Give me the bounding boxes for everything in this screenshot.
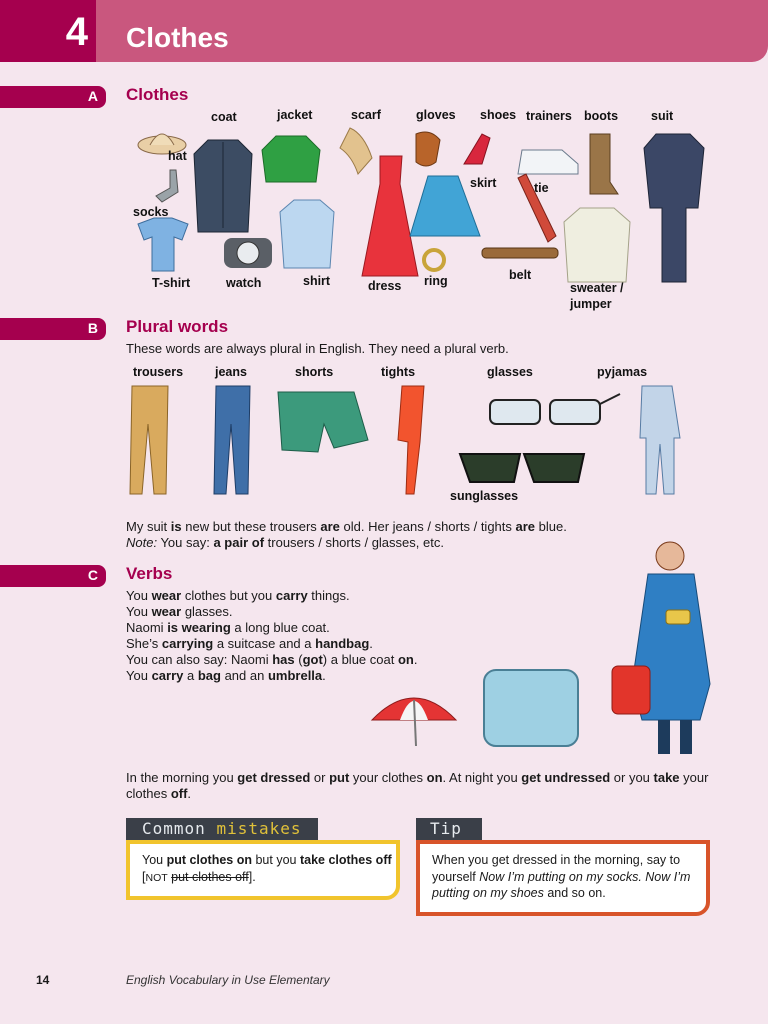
label-tights: tights (381, 365, 416, 379)
belt-icon (482, 248, 558, 258)
verbs-line-5: You can also say: Naomi has (got) a blue coat on. (126, 652, 418, 667)
label-scarf: scarf (351, 108, 381, 122)
dressing-paragraph-line-1: In the morning you get dressed or put your clothes on. At night you get undressed or you take your (126, 770, 709, 785)
tip-line-1: When you get dressed in the morning, say to (432, 853, 681, 867)
section-tab-b (0, 318, 106, 340)
label-boots: boots (584, 109, 619, 123)
plural-example-line: My suit is new but these trousers are old. Her jeans / shorts / tights are blue. (126, 519, 567, 534)
label-socks: socks (133, 205, 169, 219)
watch-icon (224, 238, 272, 268)
common-mistakes-box (126, 840, 400, 900)
label-jacket: jacket (277, 108, 313, 122)
tip-box (416, 840, 710, 916)
label-ring: ring (424, 274, 448, 288)
common-mistakes-text (142, 852, 392, 886)
label-dress: dress (368, 279, 402, 293)
unit-header-bar (0, 0, 768, 62)
scarf-icon (340, 128, 372, 174)
label-shoes: shoes (480, 108, 517, 122)
suitcase-icon (484, 670, 578, 746)
label-pyjamas: pyjamas (597, 365, 648, 379)
shorts-icon (278, 392, 368, 452)
tshirt-icon (138, 218, 188, 271)
tights-icon (398, 386, 424, 494)
plural-illustrations (126, 380, 686, 500)
suit-icon (644, 134, 704, 282)
page-title: Clothes (126, 22, 229, 53)
unit-number: 4 (65, 10, 88, 54)
verbs-line-4: She’s carrying a suitcase and a handbag. (126, 636, 373, 651)
jacket-icon (262, 136, 320, 182)
tip-title: Tip (430, 819, 462, 838)
socks-icon (156, 170, 178, 202)
label-jeans: jeans (215, 365, 247, 379)
label-watch: watch (226, 276, 262, 290)
label-sweater: sweater / (570, 281, 624, 295)
trousers-icon (130, 386, 168, 494)
verbs-line-6: You carry a bag and an umbrella. (126, 668, 326, 683)
label-sunglasses: sunglasses (450, 489, 519, 503)
common-mistakes-tab (126, 818, 318, 840)
section-tab-a (0, 86, 106, 108)
naomi-figure (632, 542, 710, 754)
gloves-icon (416, 132, 440, 166)
label-skirt: skirt (470, 176, 497, 190)
dressing-paragraph-line-2: clothes off. (126, 786, 192, 801)
tip-tab (416, 818, 482, 840)
book-title: English Vocabulary in Use Elementary (126, 973, 330, 987)
dress-icon (362, 156, 418, 276)
label-belt: belt (509, 268, 532, 282)
page-number: 14 (36, 973, 50, 987)
common-mistakes-line-1: You put clothes on but you take clothes off (142, 853, 392, 867)
section-heading-b: Plural words (126, 317, 229, 336)
sweater-icon (564, 208, 630, 282)
label-tshirt: T-shirt (152, 276, 191, 290)
plural-note-line: Note: You say: a pair of trousers / shorts / glasses, etc. (126, 535, 444, 550)
umbrella-icon (372, 698, 456, 746)
common-mistakes-line-2: [NOT put clothes off]. (142, 869, 256, 884)
label-shorts: shorts (295, 365, 334, 379)
tip-line-2: yourself Now I’m putting on my socks. Now I’m (432, 869, 691, 884)
jeans-icon (214, 386, 250, 494)
handbag-icon (666, 610, 690, 624)
section-heading-c: Verbs (126, 564, 173, 583)
ring-icon (424, 250, 444, 270)
tip-text (432, 852, 690, 902)
common-mistakes-title: Common mistakes (142, 819, 302, 838)
label-trainers: trainers (526, 109, 572, 123)
section-letter: A (87, 88, 98, 104)
tip-line-3: putting on my shoes and so on. (432, 886, 606, 900)
shirt-icon (280, 200, 334, 268)
glasses-icon (490, 394, 620, 424)
trainers-icon (518, 150, 578, 174)
label-shirt: shirt (303, 274, 331, 288)
boots-icon (590, 134, 618, 194)
label-coat: coat (211, 110, 237, 124)
red-suitcase-icon (612, 666, 650, 714)
label-suit: suit (651, 109, 674, 123)
shoes-icon (464, 134, 490, 164)
section-letter: C (87, 567, 98, 583)
sunglasses-icon (460, 454, 584, 482)
label-gloves: gloves (416, 108, 456, 122)
label-glasses: glasses (487, 365, 533, 379)
coat-icon (194, 140, 252, 232)
verbs-line-1: You wear clothes but you carry things. (126, 588, 350, 603)
section-letter: B (87, 320, 98, 336)
pyjamas-icon (640, 386, 680, 494)
section-heading-a: Clothes (126, 85, 189, 104)
section-tab-c (0, 565, 106, 587)
section-b-intro: These words are always plural in English. They need a plural verb. (126, 341, 509, 356)
verbs-line-3: Naomi is wearing a long blue coat. (126, 620, 330, 635)
label-jumper: jumper (570, 297, 612, 311)
label-trousers: trousers (133, 365, 184, 379)
label-hat: hat (168, 149, 187, 163)
naomi-illustration (366, 540, 746, 760)
verbs-line-2: You wear glasses. (126, 604, 233, 619)
label-tie: tie (534, 181, 549, 195)
